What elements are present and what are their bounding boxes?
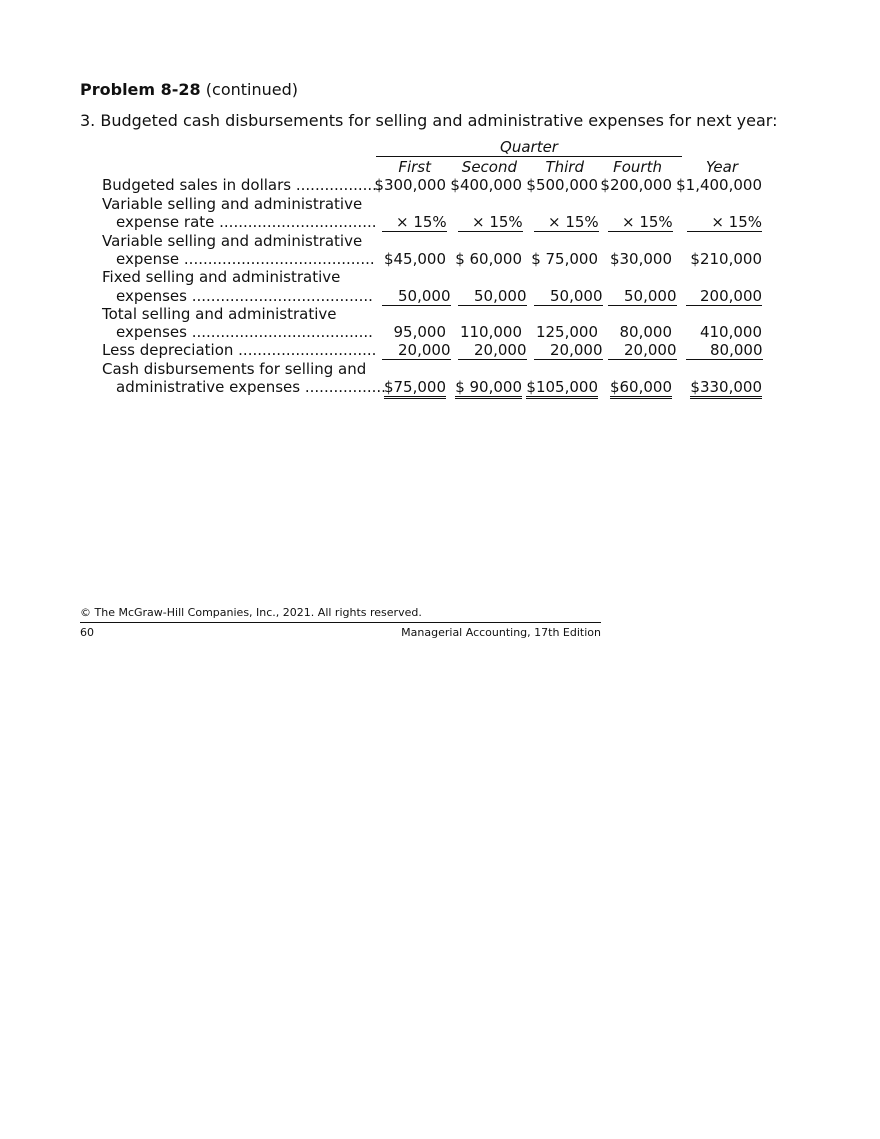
cell-dep-second-wrap <box>458 341 527 360</box>
cell-varexp-second: $ 60,000 <box>455 250 522 268</box>
cell-cash-fourth: $60,000 <box>610 378 672 399</box>
cell-varexp-third: $ 75,000 <box>531 250 598 268</box>
row-label-variable-expense-2: expense ........................................ <box>116 250 375 268</box>
cell-cash-second-wrap <box>446 378 522 399</box>
cell-rate-third-wrap <box>534 213 598 232</box>
row-label-total-2: expenses ...................................... <box>116 323 373 341</box>
cell-dep-first-wrap <box>382 341 451 360</box>
footer-page-number: 60 <box>80 626 94 639</box>
row-label-depreciation: Less depreciation ............................. <box>102 341 377 359</box>
cell-cash-second: $ 90,000 <box>455 378 522 399</box>
cell-dep-third-wrap <box>534 341 603 360</box>
row-label-variable-rate-1: Variable selling and administrative <box>102 195 363 213</box>
row-label-total-1: Total selling and administrative <box>102 305 337 323</box>
cell-cash-third-wrap <box>522 378 598 399</box>
cell-dep-fourth-wrap <box>608 341 677 360</box>
row-label-variable-expense-1: Variable selling and administrative <box>102 232 363 250</box>
cell-cash-year-wrap <box>672 378 762 399</box>
cell-fixed-second: 50,000 <box>458 287 527 306</box>
cell-sales-year: $1,400,000 <box>676 176 762 194</box>
footer-book-title: Managerial Accounting, 17th Edition <box>401 626 601 639</box>
col-header-year: Year <box>705 158 738 176</box>
cell-sales-fourth: $200,000 <box>600 176 672 194</box>
cell-fixed-fourth-wrap <box>608 287 677 306</box>
col-header-fourth: Fourth <box>613 158 662 176</box>
row-label-cash-disb-1: Cash disbursements for selling and <box>102 360 367 378</box>
cell-rate-first: × 15% <box>382 213 447 232</box>
cell-total-second: 110,000 <box>459 323 522 341</box>
col-header-first: First <box>398 158 431 176</box>
cell-dep-first: 20,000 <box>382 341 451 360</box>
col-header-second: Second <box>461 158 517 176</box>
row-label-budgeted-sales: Budgeted sales in dollars .................. <box>102 176 382 194</box>
footer-copyright: © The McGraw-Hill Companies, Inc., 2021. All rights reserved. <box>80 606 422 619</box>
cell-total-year: 410,000 <box>699 323 762 341</box>
cell-sales-second: $400,000 <box>450 176 522 194</box>
cell-fixed-third: 50,000 <box>534 287 603 306</box>
cell-dep-second: 20,000 <box>458 341 527 360</box>
cell-fixed-year-wrap <box>686 287 762 306</box>
cell-dep-year: 80,000 <box>686 341 763 360</box>
row-label-fixed-1: Fixed selling and administrative <box>102 268 341 286</box>
footer-rule <box>80 622 601 623</box>
cell-rate-fourth: × 15% <box>608 213 673 232</box>
cell-rate-second-wrap <box>458 213 522 232</box>
cell-rate-fourth-wrap <box>608 213 672 232</box>
cell-dep-fourth: 20,000 <box>608 341 677 360</box>
cell-fixed-year: 200,000 <box>686 287 762 306</box>
cell-sales-first: $300,000 <box>374 176 446 194</box>
quarter-group-header: Quarter <box>500 138 558 156</box>
row-label-fixed-2: expenses ...................................... <box>116 287 373 305</box>
cell-cash-fourth-wrap <box>598 378 672 399</box>
cell-cash-third: $105,000 <box>526 378 598 399</box>
cell-fixed-first: 50,000 <box>382 287 451 306</box>
problem-heading <box>80 80 298 99</box>
cell-rate-year-wrap <box>686 213 762 232</box>
cell-rate-year: × 15% <box>687 213 762 232</box>
cell-total-first: 95,000 <box>393 323 446 341</box>
cell-rate-third: × 15% <box>534 213 599 232</box>
cell-cash-year: $330,000 <box>690 378 762 399</box>
cell-varexp-first: $45,000 <box>383 250 446 268</box>
cell-dep-year-wrap <box>686 341 762 360</box>
cell-cash-first: $75,000 <box>384 378 446 399</box>
cell-sales-third: $500,000 <box>526 176 598 194</box>
cell-fixed-fourth: 50,000 <box>608 287 677 306</box>
cell-fixed-second-wrap <box>458 287 527 306</box>
cell-total-third: 125,000 <box>535 323 598 341</box>
problem-continued: (continued) <box>200 80 298 99</box>
cell-varexp-year: $210,000 <box>690 250 762 268</box>
question-intro: 3. Budgeted cash disbursements for selling and administrative expenses for next year: <box>80 111 778 130</box>
cell-total-fourth: 80,000 <box>619 323 672 341</box>
quarter-rule <box>376 156 682 157</box>
cell-cash-first-wrap <box>370 378 446 399</box>
cell-fixed-first-wrap <box>382 287 451 306</box>
col-header-third: Third <box>545 158 584 176</box>
cell-varexp-fourth: $30,000 <box>609 250 672 268</box>
cell-fixed-third-wrap <box>534 287 603 306</box>
cell-dep-third: 20,000 <box>534 341 603 360</box>
problem-number: Problem 8-28 <box>80 80 201 99</box>
cell-rate-first-wrap <box>382 213 446 232</box>
row-label-variable-rate-2: expense rate ................................. <box>116 213 377 231</box>
cell-rate-second: × 15% <box>458 213 523 232</box>
row-label-cash-disb-2: administrative expenses ................. <box>116 378 386 396</box>
